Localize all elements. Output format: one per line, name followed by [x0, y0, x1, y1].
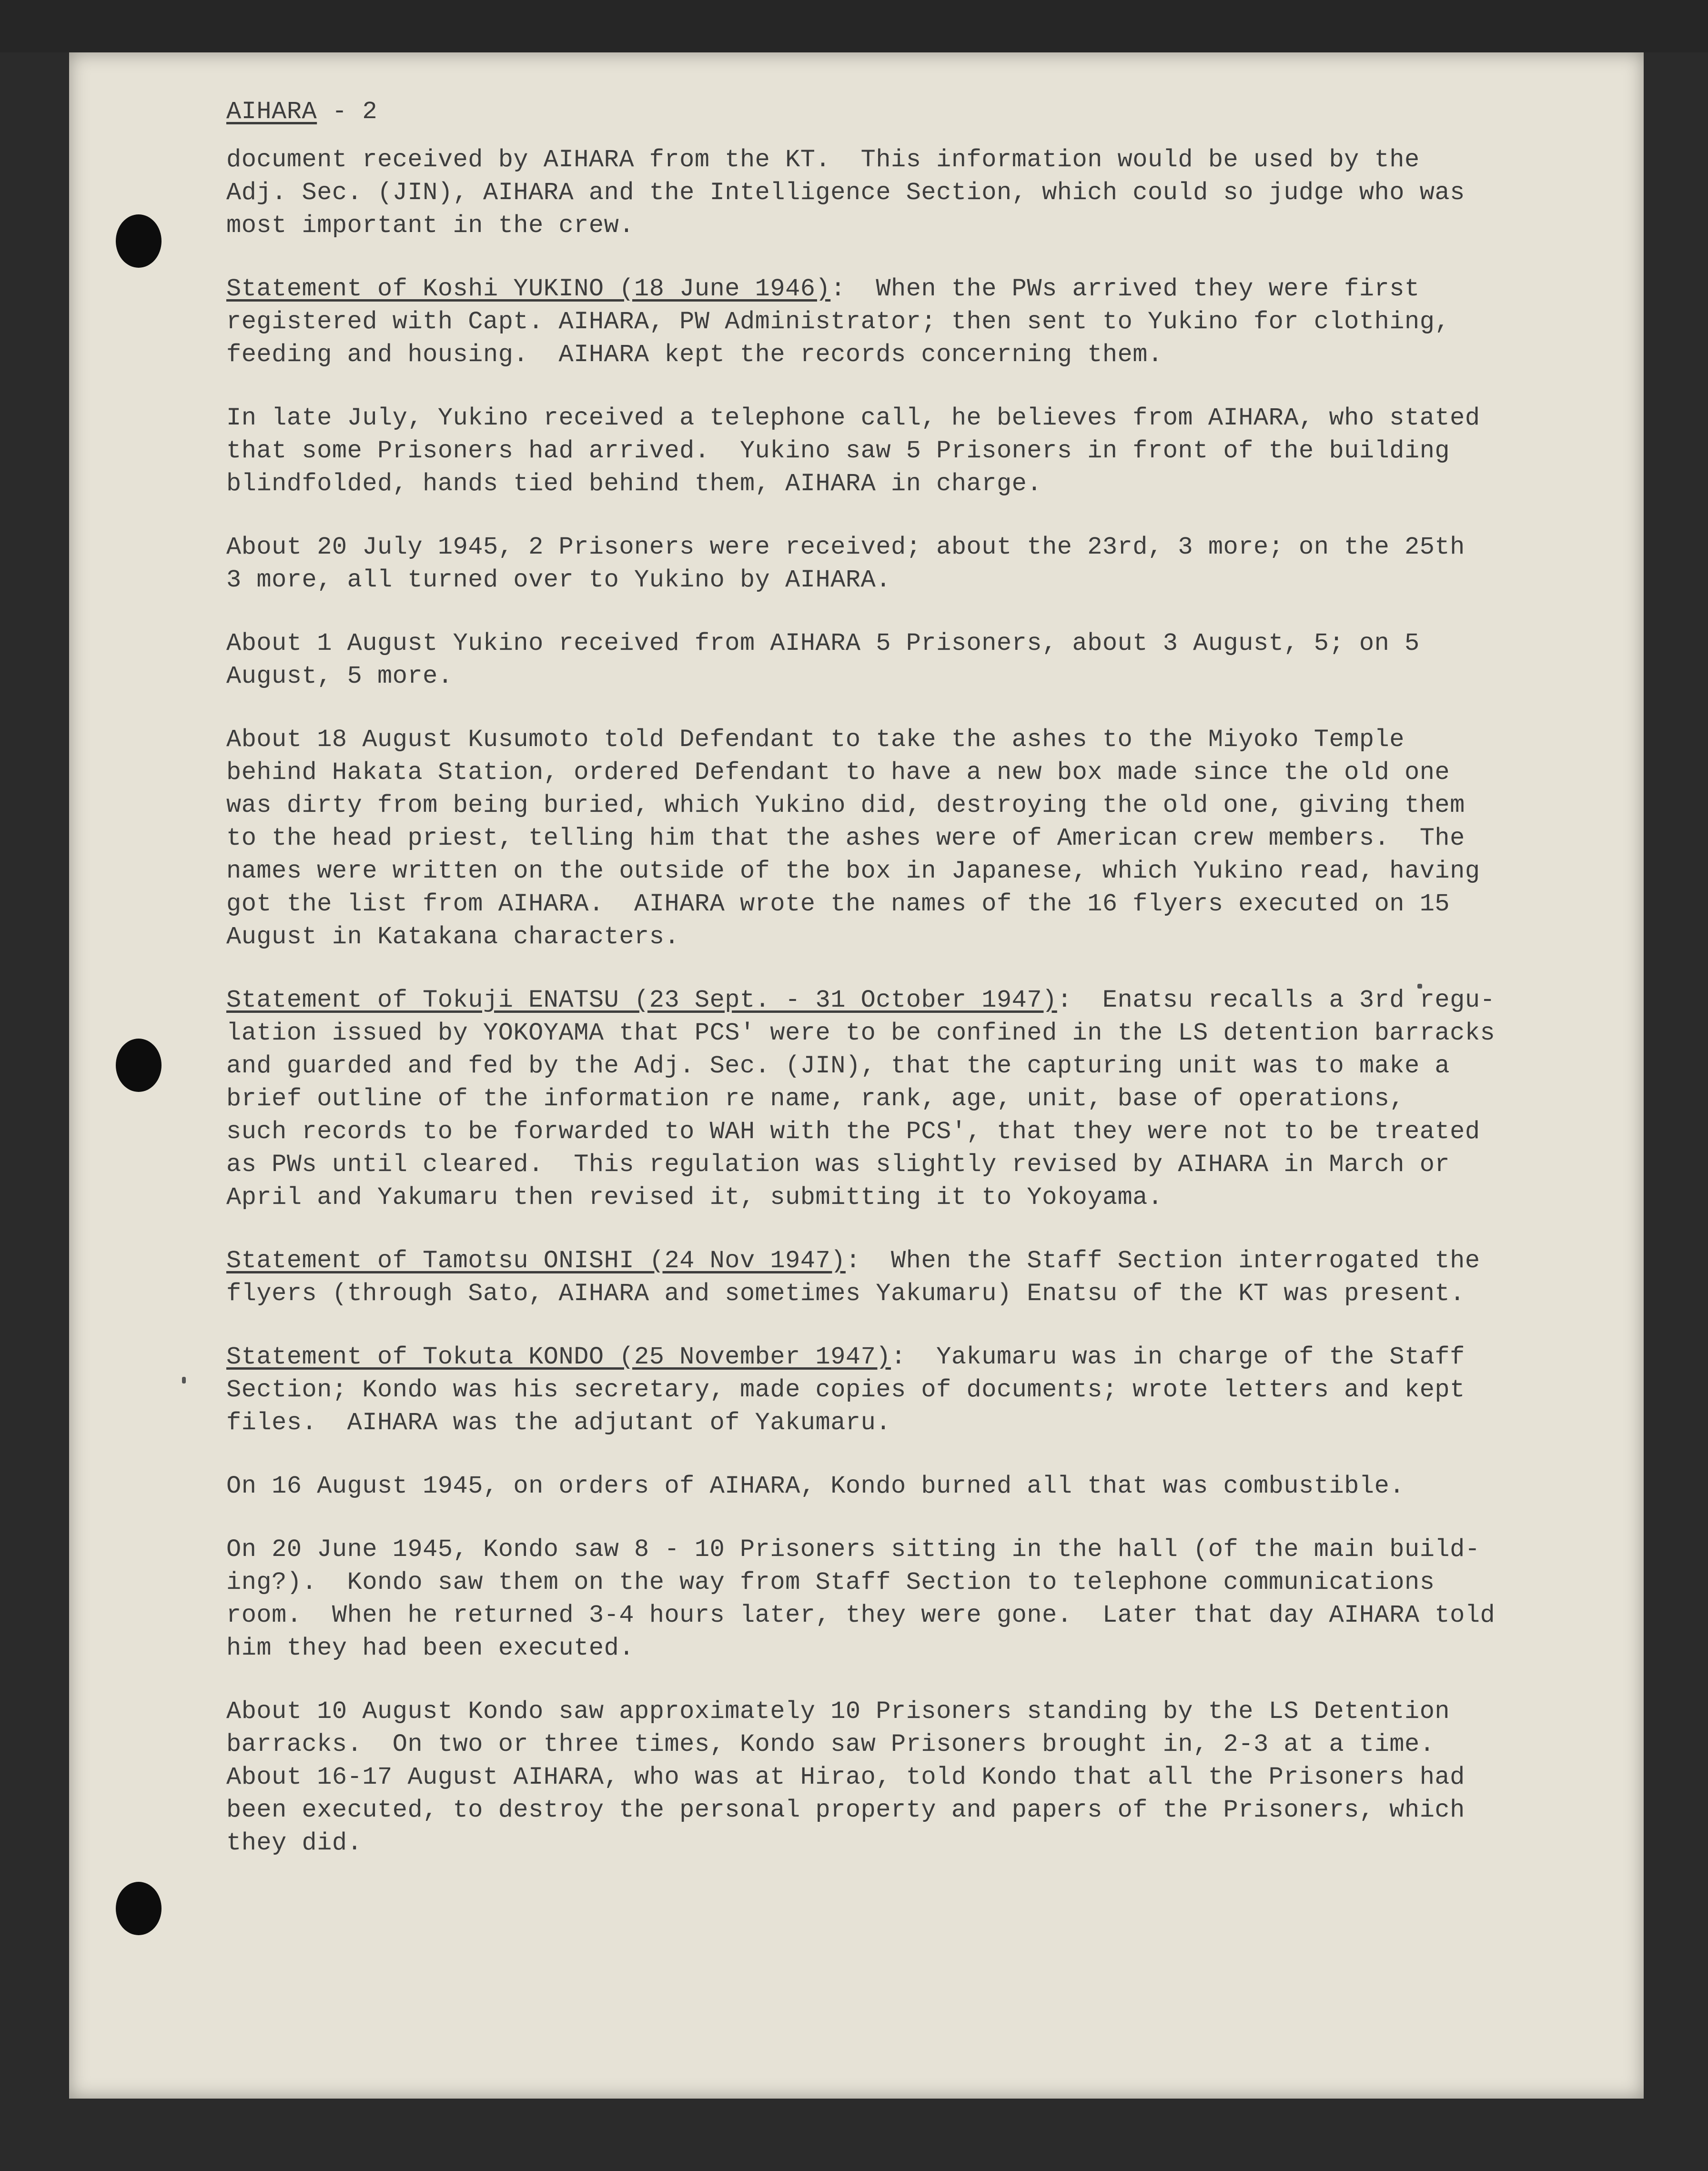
statement-label: Statement of Tokuji ENATSU (23 Sept. - 31 October 1947)	[226, 986, 1057, 1014]
text-line: In late July, Yukino received a telephone call, he believes from AIHARA, who stated	[226, 404, 1480, 432]
document-page	[69, 52, 1644, 2099]
paragraph	[226, 1695, 1646, 1859]
text-line: brief outline of the information re name, rank, age, unit, base of operations,	[226, 1085, 1405, 1113]
text-line: they did.	[226, 1829, 363, 1857]
text-line: flyers (through Sato, AIHARA and sometimes Yakumaru) Enatsu of the KT was present.	[226, 1280, 1465, 1308]
paper-speck	[182, 1377, 186, 1383]
text-line: names were written on the outside of the box in Japanese, which Yukino read, having	[226, 857, 1480, 885]
statement-text: : When the Staff Section interrogated the	[845, 1247, 1480, 1275]
statement-onishi	[226, 1244, 1646, 1310]
text-line: About 20 July 1945, 2 Prisoners were received; about the 23rd, 3 more; on the 25th	[226, 533, 1465, 561]
text-line: blindfolded, hands tied behind them, AIHARA in charge.	[226, 470, 1042, 498]
paragraph	[226, 627, 1646, 693]
statement-label: Statement of Tamotsu ONISHI (24 Nov 1947)	[226, 1247, 846, 1275]
page-header	[226, 95, 1646, 128]
text-line: barracks. On two or three times, Kondo saw Prisoners brought in, 2-3 at a time.	[226, 1730, 1435, 1758]
text-line: About 10 August Kondo saw approximately 10 Prisoners standing by the LS Detention	[226, 1697, 1450, 1726]
text-line: April and Yakumaru then revised it, submitting it to Yokoyama.	[226, 1183, 1163, 1212]
paragraph	[226, 723, 1646, 953]
document-body	[226, 95, 1646, 1890]
text-line: On 20 June 1945, Kondo saw 8 - 10 Prisoners sitting in the hall (of the main build-	[226, 1535, 1480, 1564]
text-line: such records to be forwarded to WAH with the PCS', that they were not to be treated	[226, 1118, 1480, 1146]
statement-label: Statement of Koshi YUKINO (18 June 1946)	[226, 275, 831, 303]
text-line: and guarded and fed by the Adj. Sec. (JIN), that the capturing unit was to make a	[226, 1052, 1450, 1080]
header-title: AIHARA	[226, 98, 317, 126]
text-line: About 1 August Yukino received from AIHARA 5 Prisoners, about 3 August, 5; on 5	[226, 629, 1420, 657]
statement-first-line	[226, 1244, 1646, 1277]
text-line: most important in the crew.	[226, 212, 635, 240]
text-line: as PWs until cleared. This regulation was slightly revised by AIHARA in March or	[226, 1151, 1450, 1179]
punch-hole-middle	[116, 1039, 162, 1092]
statement-text: : When the PWs arrived they were first	[830, 275, 1420, 303]
punch-hole-top	[116, 214, 162, 268]
text-line: room. When he returned 3-4 hours later, they were gone. Later that day AIHARA told	[226, 1601, 1496, 1629]
text-line: been executed, to destroy the personal property and papers of the Prisoners, which	[226, 1796, 1465, 1824]
statement-first-line	[226, 984, 1646, 1017]
statement-yukino	[226, 273, 1646, 371]
text-line: behind Hakata Station, ordered Defendant to have a new box made since the old one	[226, 758, 1450, 787]
scan-backdrop	[0, 0, 1708, 52]
text-line: About 18 August Kusumoto told Defendant to take the ashes to the Miyoko Temple	[226, 726, 1405, 754]
statement-text: : Yakumaru was in charge of the Staff	[891, 1343, 1465, 1371]
text-line: Section; Kondo was his secretary, made copies of documents; wrote letters and kept	[226, 1376, 1465, 1404]
paragraph	[226, 1470, 1646, 1503]
paragraph	[226, 402, 1646, 500]
text-line: that some Prisoners had arrived. Yukino saw 5 Prisoners in front of the building	[226, 437, 1450, 465]
punch-hole-bottom	[116, 1882, 162, 1935]
paragraph	[226, 1533, 1646, 1665]
text-line: lation issued by YOKOYAMA that PCS' were to be confined in the LS detention barracks	[226, 1019, 1496, 1047]
statement-kondo	[226, 1341, 1646, 1439]
text-line: About 16-17 August AIHARA, who was at Hirao, told Kondo that all the Prisoners had	[226, 1763, 1465, 1791]
statement-enatsu	[226, 984, 1646, 1214]
text-line: Adj. Sec. (JIN), AIHARA and the Intelligence Section, which could so judge who was	[226, 179, 1465, 207]
statement-first-line	[226, 273, 1646, 305]
text-line: to the head priest, telling him that the ashes were of American crew members. The	[226, 824, 1465, 852]
text-line: files. AIHARA was the adjutant of Yakumaru.	[226, 1409, 891, 1437]
statement-text: : Enatsu recalls a 3rd regu-	[1057, 986, 1496, 1014]
text-line: document received by AIHARA from the KT. This information would be used by the	[226, 146, 1420, 174]
header-page-number: - 2	[317, 98, 378, 126]
text-line: feeding and housing. AIHARA kept the records concerning them.	[226, 341, 1163, 369]
text-line: got the list from AIHARA. AIHARA wrote the names of the 16 flyers executed on 15	[226, 890, 1450, 918]
text-line: was dirty from being buried, which Yukino did, destroying the old one, giving them	[226, 791, 1465, 819]
text-line: August in Katakana characters.	[226, 923, 680, 951]
text-line: 3 more, all turned over to Yukino by AIHARA.	[226, 566, 891, 594]
statement-label: Statement of Tokuta KONDO (25 November 1947)	[226, 1343, 891, 1371]
statement-first-line	[226, 1341, 1646, 1373]
text-line: On 16 August 1945, on orders of AIHARA, Kondo burned all that was combustible.	[226, 1472, 1405, 1500]
text-line: registered with Capt. AIHARA, PW Administrator; then sent to Yukino for clothing,	[226, 308, 1450, 336]
text-line: August, 5 more.	[226, 662, 453, 690]
paragraph	[226, 143, 1646, 242]
text-line: him they had been executed.	[226, 1634, 635, 1662]
text-line: ing?). Kondo saw them on the way from Staff Section to telephone communications	[226, 1568, 1435, 1596]
paragraph	[226, 531, 1646, 596]
